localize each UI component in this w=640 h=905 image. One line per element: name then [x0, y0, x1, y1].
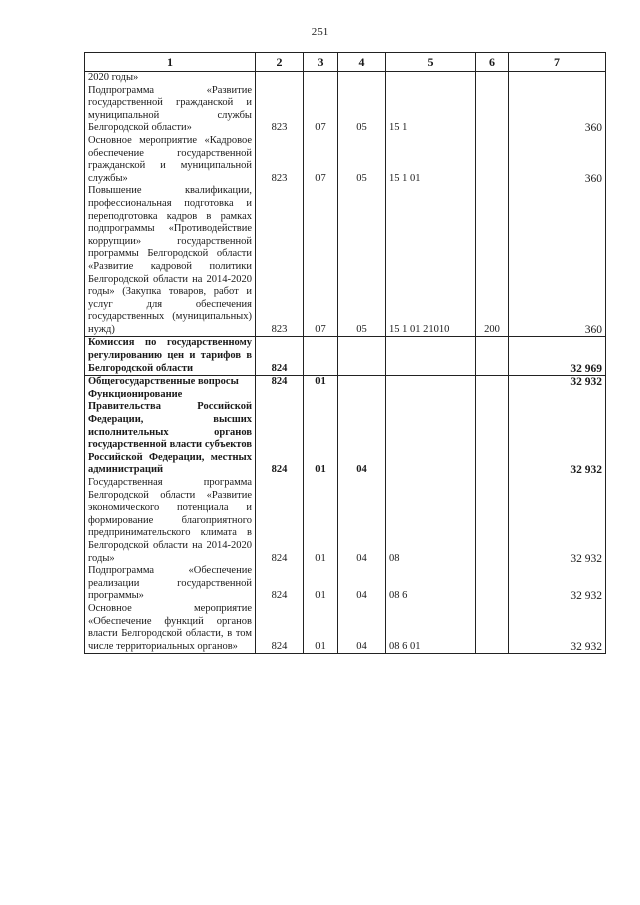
- row-section: 07: [304, 185, 338, 337]
- row-section: 01: [304, 376, 338, 389]
- row-target-article: 08 6: [386, 565, 476, 603]
- row-subsection: [338, 337, 386, 376]
- row-code: 823: [256, 135, 304, 185]
- row-target-article: 15 1 01 21010: [386, 185, 476, 337]
- row-code: [256, 72, 304, 85]
- row-code: 824: [256, 376, 304, 389]
- row-target-article: [386, 337, 476, 376]
- row-target-article: [386, 72, 476, 85]
- header-col-4: 4: [338, 53, 386, 72]
- table-row: [85, 135, 606, 185]
- row-section: 07: [304, 85, 338, 135]
- header-col-1: 1: [85, 53, 256, 72]
- row-amount: 32 932: [509, 477, 606, 565]
- table-row: [85, 376, 606, 389]
- row-expense-type: [476, 477, 509, 565]
- row-subsection: 05: [338, 185, 386, 337]
- row-target-article: [386, 376, 476, 389]
- row-expense-type: [476, 603, 509, 654]
- row-expense-type: [476, 565, 509, 603]
- table-row: [85, 603, 606, 654]
- row-expense-type: [476, 337, 509, 376]
- row-amount: 32 969: [509, 337, 606, 376]
- header-col-2: 2: [256, 53, 304, 72]
- row-code: 823: [256, 185, 304, 337]
- row-section: 07: [304, 135, 338, 185]
- header-col-7: 7: [509, 53, 606, 72]
- budget-table: [84, 52, 606, 654]
- row-expense-type: [476, 72, 509, 85]
- row-name: Основное мероприятие «Обеспечение функций органов власти Белгородской области, в том числе территориальных органов»: [85, 603, 256, 654]
- row-target-article: 08: [386, 477, 476, 565]
- row-code: 824: [256, 477, 304, 565]
- row-amount: 32 932: [509, 603, 606, 654]
- row-subsection: 05: [338, 135, 386, 185]
- row-amount: 360: [509, 85, 606, 135]
- row-expense-type: [476, 85, 509, 135]
- row-section: 01: [304, 565, 338, 603]
- row-code: 824: [256, 337, 304, 376]
- row-target-article: 15 1 01: [386, 135, 476, 185]
- table-row: [85, 565, 606, 603]
- row-target-article: [386, 389, 476, 477]
- table-row: [85, 185, 606, 337]
- row-name: Подпрограмма «Обеспечение реализации государственной программы»: [85, 565, 256, 603]
- row-code: 823: [256, 85, 304, 135]
- row-subsection: 04: [338, 603, 386, 654]
- row-name: Государственная программа Белгородской области «Развитие экономического потенциала и формирование благоприятного предпринимательского климата в Белгородской области на 2014-2020 годы»: [85, 477, 256, 565]
- table-row: [85, 337, 606, 376]
- row-subsection: 04: [338, 565, 386, 603]
- row-amount: 360: [509, 135, 606, 185]
- row-name: Основное мероприятие «Кадровое обеспечение государственной гражданской и муниципальной службы»: [85, 135, 256, 185]
- row-section: [304, 337, 338, 376]
- header-row: [85, 53, 606, 72]
- row-amount: 32 932: [509, 389, 606, 477]
- row-amount: [509, 72, 606, 85]
- row-expense-type: [476, 389, 509, 477]
- row-name: Общегосударственные вопросы: [85, 376, 256, 389]
- row-subsection: 04: [338, 389, 386, 477]
- header-col-3: 3: [304, 53, 338, 72]
- row-expense-type: [476, 135, 509, 185]
- row-name: Повышение квалификации, профессиональная подготовка и переподготовка кадров в рамках подпрограммы «Противодействие коррупции» государственной программы Белгородской области «Развитие кадровой политики Белгородской области на 2014-2020 годы» (Закупка товаров, работ и услуг для обеспечения государственных (муниципальных) нужд): [85, 185, 256, 337]
- row-amount: 32 932: [509, 565, 606, 603]
- table-row: [85, 389, 606, 477]
- row-expense-type: [476, 376, 509, 389]
- row-amount: 360: [509, 185, 606, 337]
- row-subsection: [338, 376, 386, 389]
- row-amount: 32 932: [509, 376, 606, 389]
- row-name: Комиссия по государственному регулированию цен и тарифов в Белгородской области: [85, 337, 256, 376]
- page-number: 251: [311, 26, 329, 38]
- row-expense-type: 200: [476, 185, 509, 337]
- row-code: 824: [256, 603, 304, 654]
- row-name: Функционирование Правительства Российской Федерации, высших исполнительных органов государственной власти субъектов Российской Федерации, местных администраций: [85, 389, 256, 477]
- table-row: [85, 477, 606, 565]
- row-target-article: 15 1: [386, 85, 476, 135]
- row-subsection: 05: [338, 85, 386, 135]
- row-code: 824: [256, 565, 304, 603]
- row-name: Подпрограмма «Развитие государственной гражданской и муниципальной службы Белгородской области»: [85, 85, 256, 135]
- row-section: 01: [304, 477, 338, 565]
- row-code: 824: [256, 389, 304, 477]
- table-row: [85, 72, 606, 85]
- header-col-5: 5: [386, 53, 476, 72]
- row-section: [304, 72, 338, 85]
- table-row: [85, 85, 606, 135]
- row-name: 2020 годы»: [85, 72, 256, 85]
- row-section: 01: [304, 389, 338, 477]
- row-subsection: 04: [338, 477, 386, 565]
- row-section: 01: [304, 603, 338, 654]
- row-target-article: 08 6 01: [386, 603, 476, 654]
- header-col-6: 6: [476, 53, 509, 72]
- row-subsection: [338, 72, 386, 85]
